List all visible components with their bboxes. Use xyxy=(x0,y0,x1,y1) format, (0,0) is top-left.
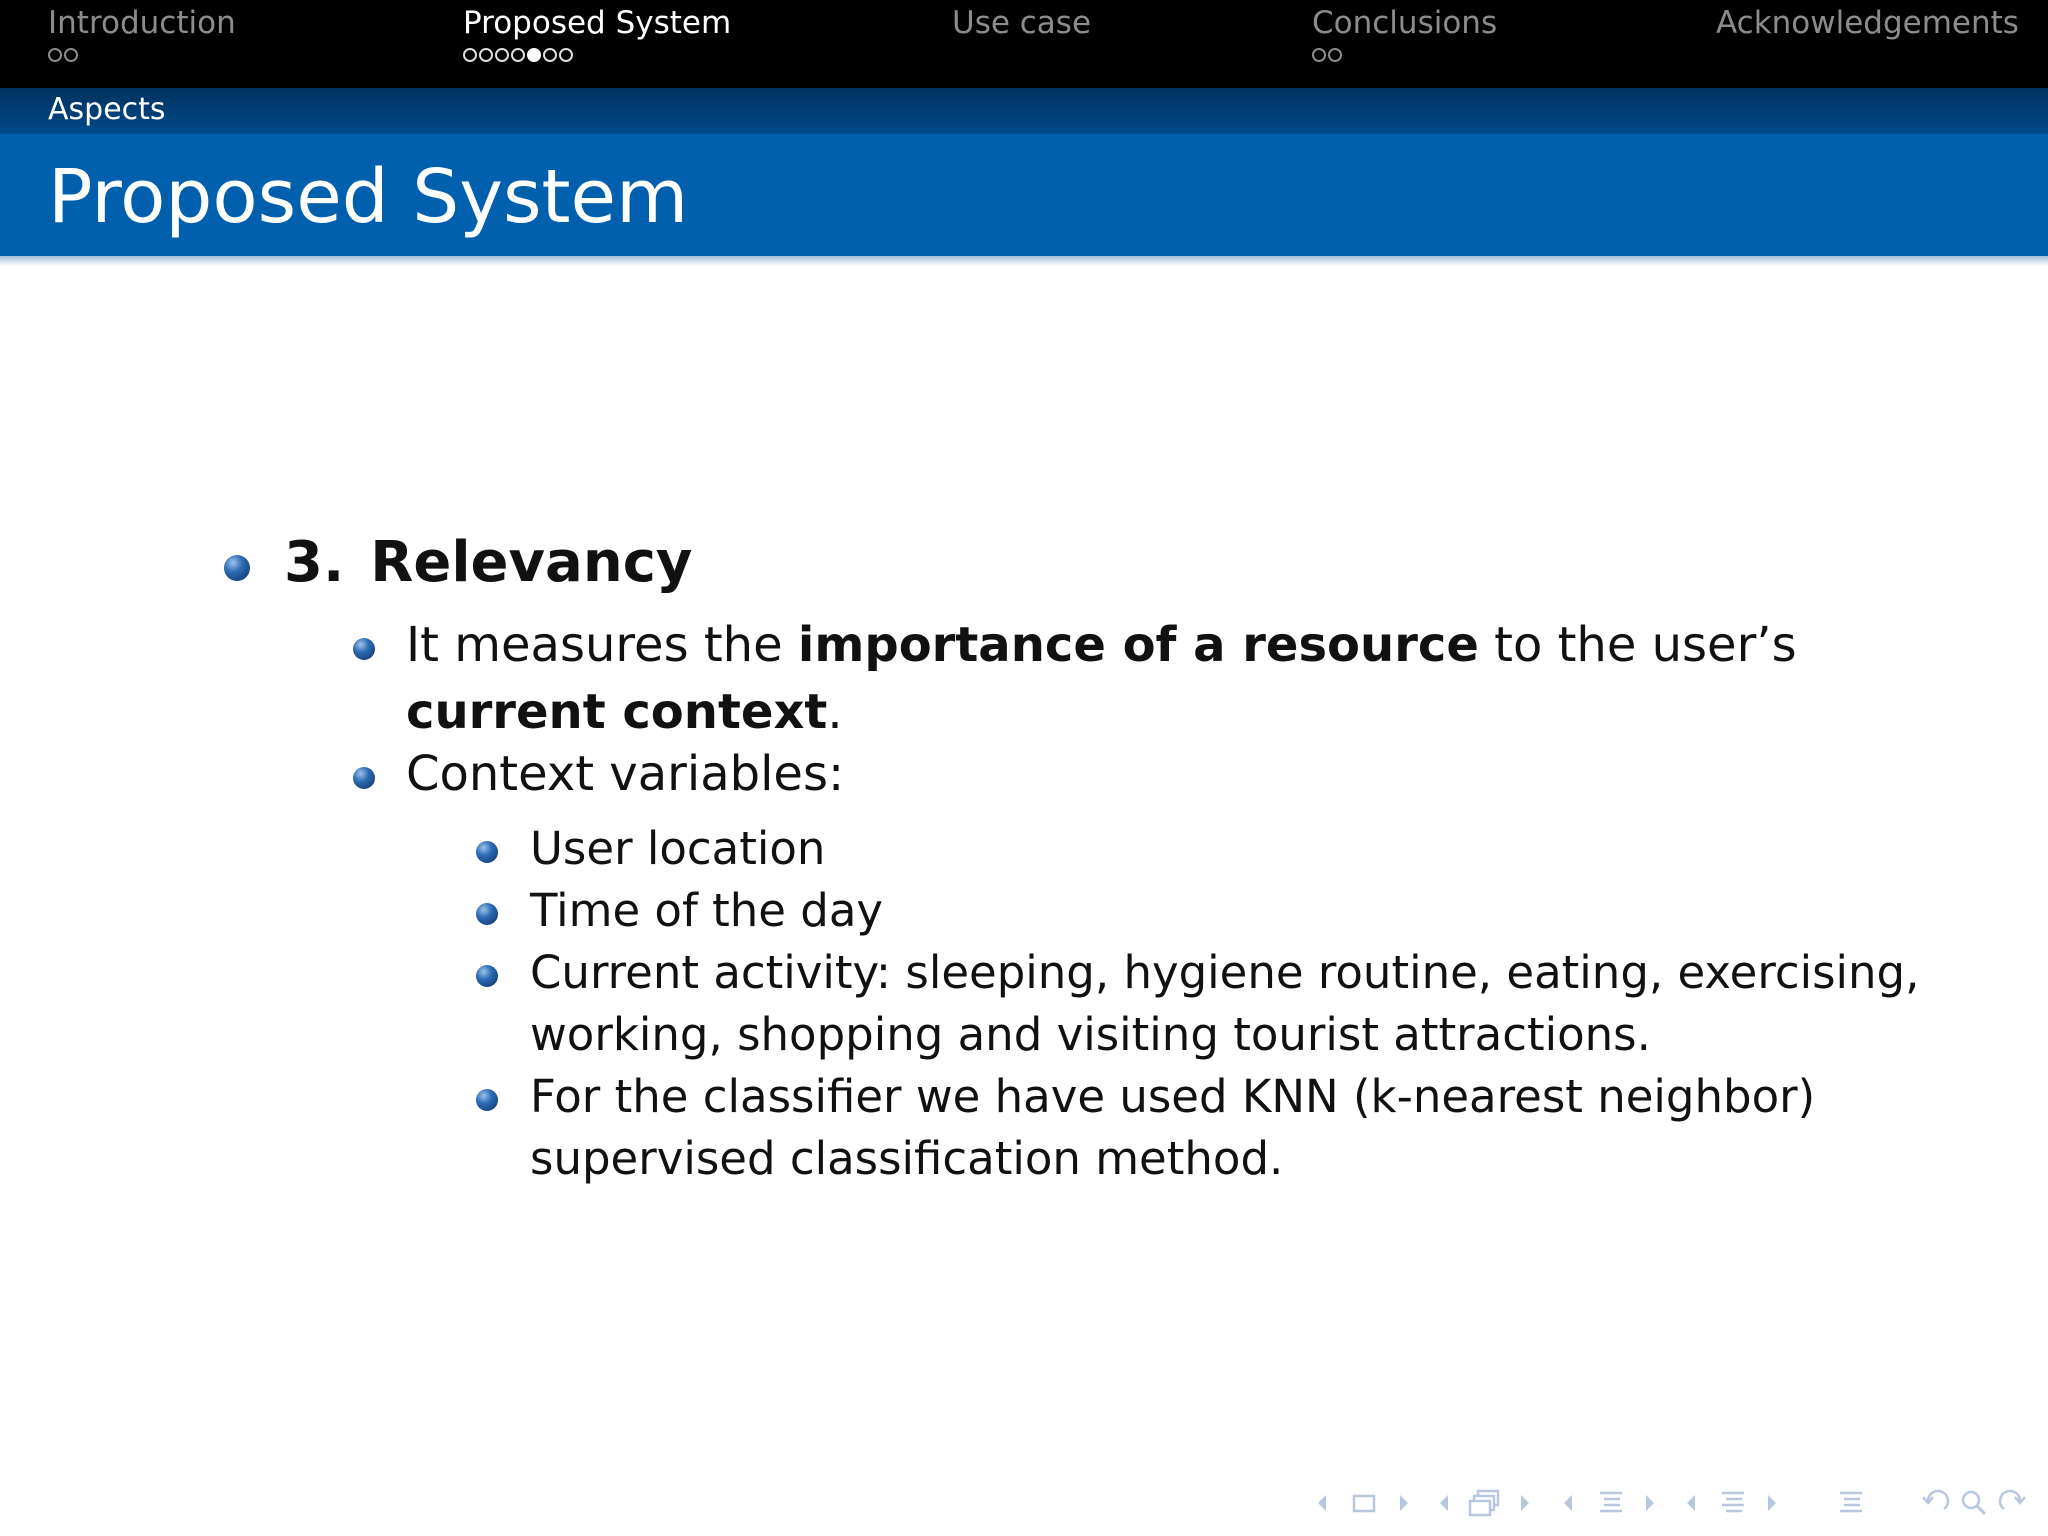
frame-dot[interactable] xyxy=(495,48,509,62)
prev-subsection-icon[interactable] xyxy=(1685,1486,1697,1520)
variable-classifier-continued: supervised classification method. xyxy=(530,1132,1284,1185)
navigation-symbols xyxy=(1316,1486,2036,1520)
point-text: It measures the xyxy=(406,617,798,673)
point-text: to the user’s xyxy=(1478,617,1797,673)
item-heading-text: Relevancy xyxy=(370,530,693,595)
frame-title-band xyxy=(0,134,2048,256)
nav-section-conclusions[interactable] xyxy=(1312,2,1497,68)
frame-title: Proposed System xyxy=(48,154,689,240)
prev-slide-icon[interactable] xyxy=(1438,1486,1450,1520)
next-section-icon[interactable] xyxy=(1644,1486,1656,1520)
point-emphasis: current context xyxy=(406,684,828,740)
frame-dot[interactable] xyxy=(48,48,62,62)
frame-dot[interactable] xyxy=(479,48,493,62)
nav-section-proposed-system[interactable] xyxy=(463,2,731,68)
variable-time-of-day: Time of the day xyxy=(530,884,884,937)
frame-dot[interactable] xyxy=(559,48,573,62)
point-emphasis: importance of a resource xyxy=(797,617,1479,673)
item-number: 3. xyxy=(284,530,345,595)
nav-section-label[interactable]: Introduction xyxy=(48,5,236,41)
nav-section-label[interactable]: Conclusions xyxy=(1312,5,1498,41)
next-subsection-icon[interactable] xyxy=(1766,1486,1778,1520)
nav-section-introduction[interactable] xyxy=(48,2,236,68)
point-importance-continued xyxy=(406,679,843,745)
frame-dot[interactable] xyxy=(511,48,525,62)
bullet-icon xyxy=(476,965,498,987)
frame-dot[interactable] xyxy=(1312,48,1326,62)
frame-dots xyxy=(48,48,236,68)
frame-dots xyxy=(463,48,731,68)
document-icon[interactable] xyxy=(1838,1486,1864,1520)
prev-section-icon[interactable] xyxy=(1562,1486,1574,1520)
bullet-icon xyxy=(476,903,498,925)
subsection-icon[interactable] xyxy=(1720,1486,1746,1520)
variable-user-location: User location xyxy=(530,822,826,875)
point-context-variables: Context variables: xyxy=(406,746,845,802)
frame-dot[interactable] xyxy=(1328,48,1342,62)
variable-classifier: For the classifier we have used KNN (k-nearest neighbor) xyxy=(530,1070,1816,1123)
frame-dot[interactable] xyxy=(543,48,557,62)
nav-section-label[interactable]: Acknowledgements xyxy=(1716,5,2019,41)
bullet-icon xyxy=(476,1089,498,1111)
next-slide-icon[interactable] xyxy=(1519,1486,1531,1520)
section-icon[interactable] xyxy=(1598,1486,1624,1520)
bullet-icon xyxy=(476,841,498,863)
search-icon[interactable] xyxy=(1960,1486,1988,1520)
variable-current-activity-continued: working, shopping and visiting tourist attractions. xyxy=(530,1008,1651,1061)
point-text: . xyxy=(827,684,843,740)
slide-icon[interactable] xyxy=(1468,1486,1502,1520)
nav-section-use-case[interactable] xyxy=(952,2,1091,44)
frame-icon[interactable] xyxy=(1352,1486,1376,1520)
variable-current-activity: Current activity: sleeping, hygiene routine, eating, exercising, xyxy=(530,946,1920,999)
section-navigation-bar xyxy=(0,0,2048,88)
frame-dots xyxy=(1312,48,1497,68)
point-importance xyxy=(406,612,1797,678)
subsection-title[interactable]: Aspects xyxy=(48,92,166,127)
bullet-icon xyxy=(224,555,250,581)
back-icon[interactable] xyxy=(1920,1486,1950,1520)
item-heading xyxy=(284,528,692,598)
bullet-icon xyxy=(353,767,375,789)
forward-icon[interactable] xyxy=(1998,1486,2028,1520)
current-frame-dot[interactable] xyxy=(527,48,541,62)
nav-section-label[interactable]: Use case xyxy=(952,5,1092,41)
prev-frame-icon[interactable] xyxy=(1316,1486,1328,1520)
nav-section-acknowledgements[interactable] xyxy=(1716,2,2019,44)
nav-section-label[interactable]: Proposed System xyxy=(463,5,732,41)
frame-dot[interactable] xyxy=(64,48,78,62)
subsection-strip xyxy=(0,88,2048,134)
next-frame-icon[interactable] xyxy=(1398,1486,1410,1520)
frame-dot[interactable] xyxy=(463,48,477,62)
bullet-icon xyxy=(353,638,375,660)
